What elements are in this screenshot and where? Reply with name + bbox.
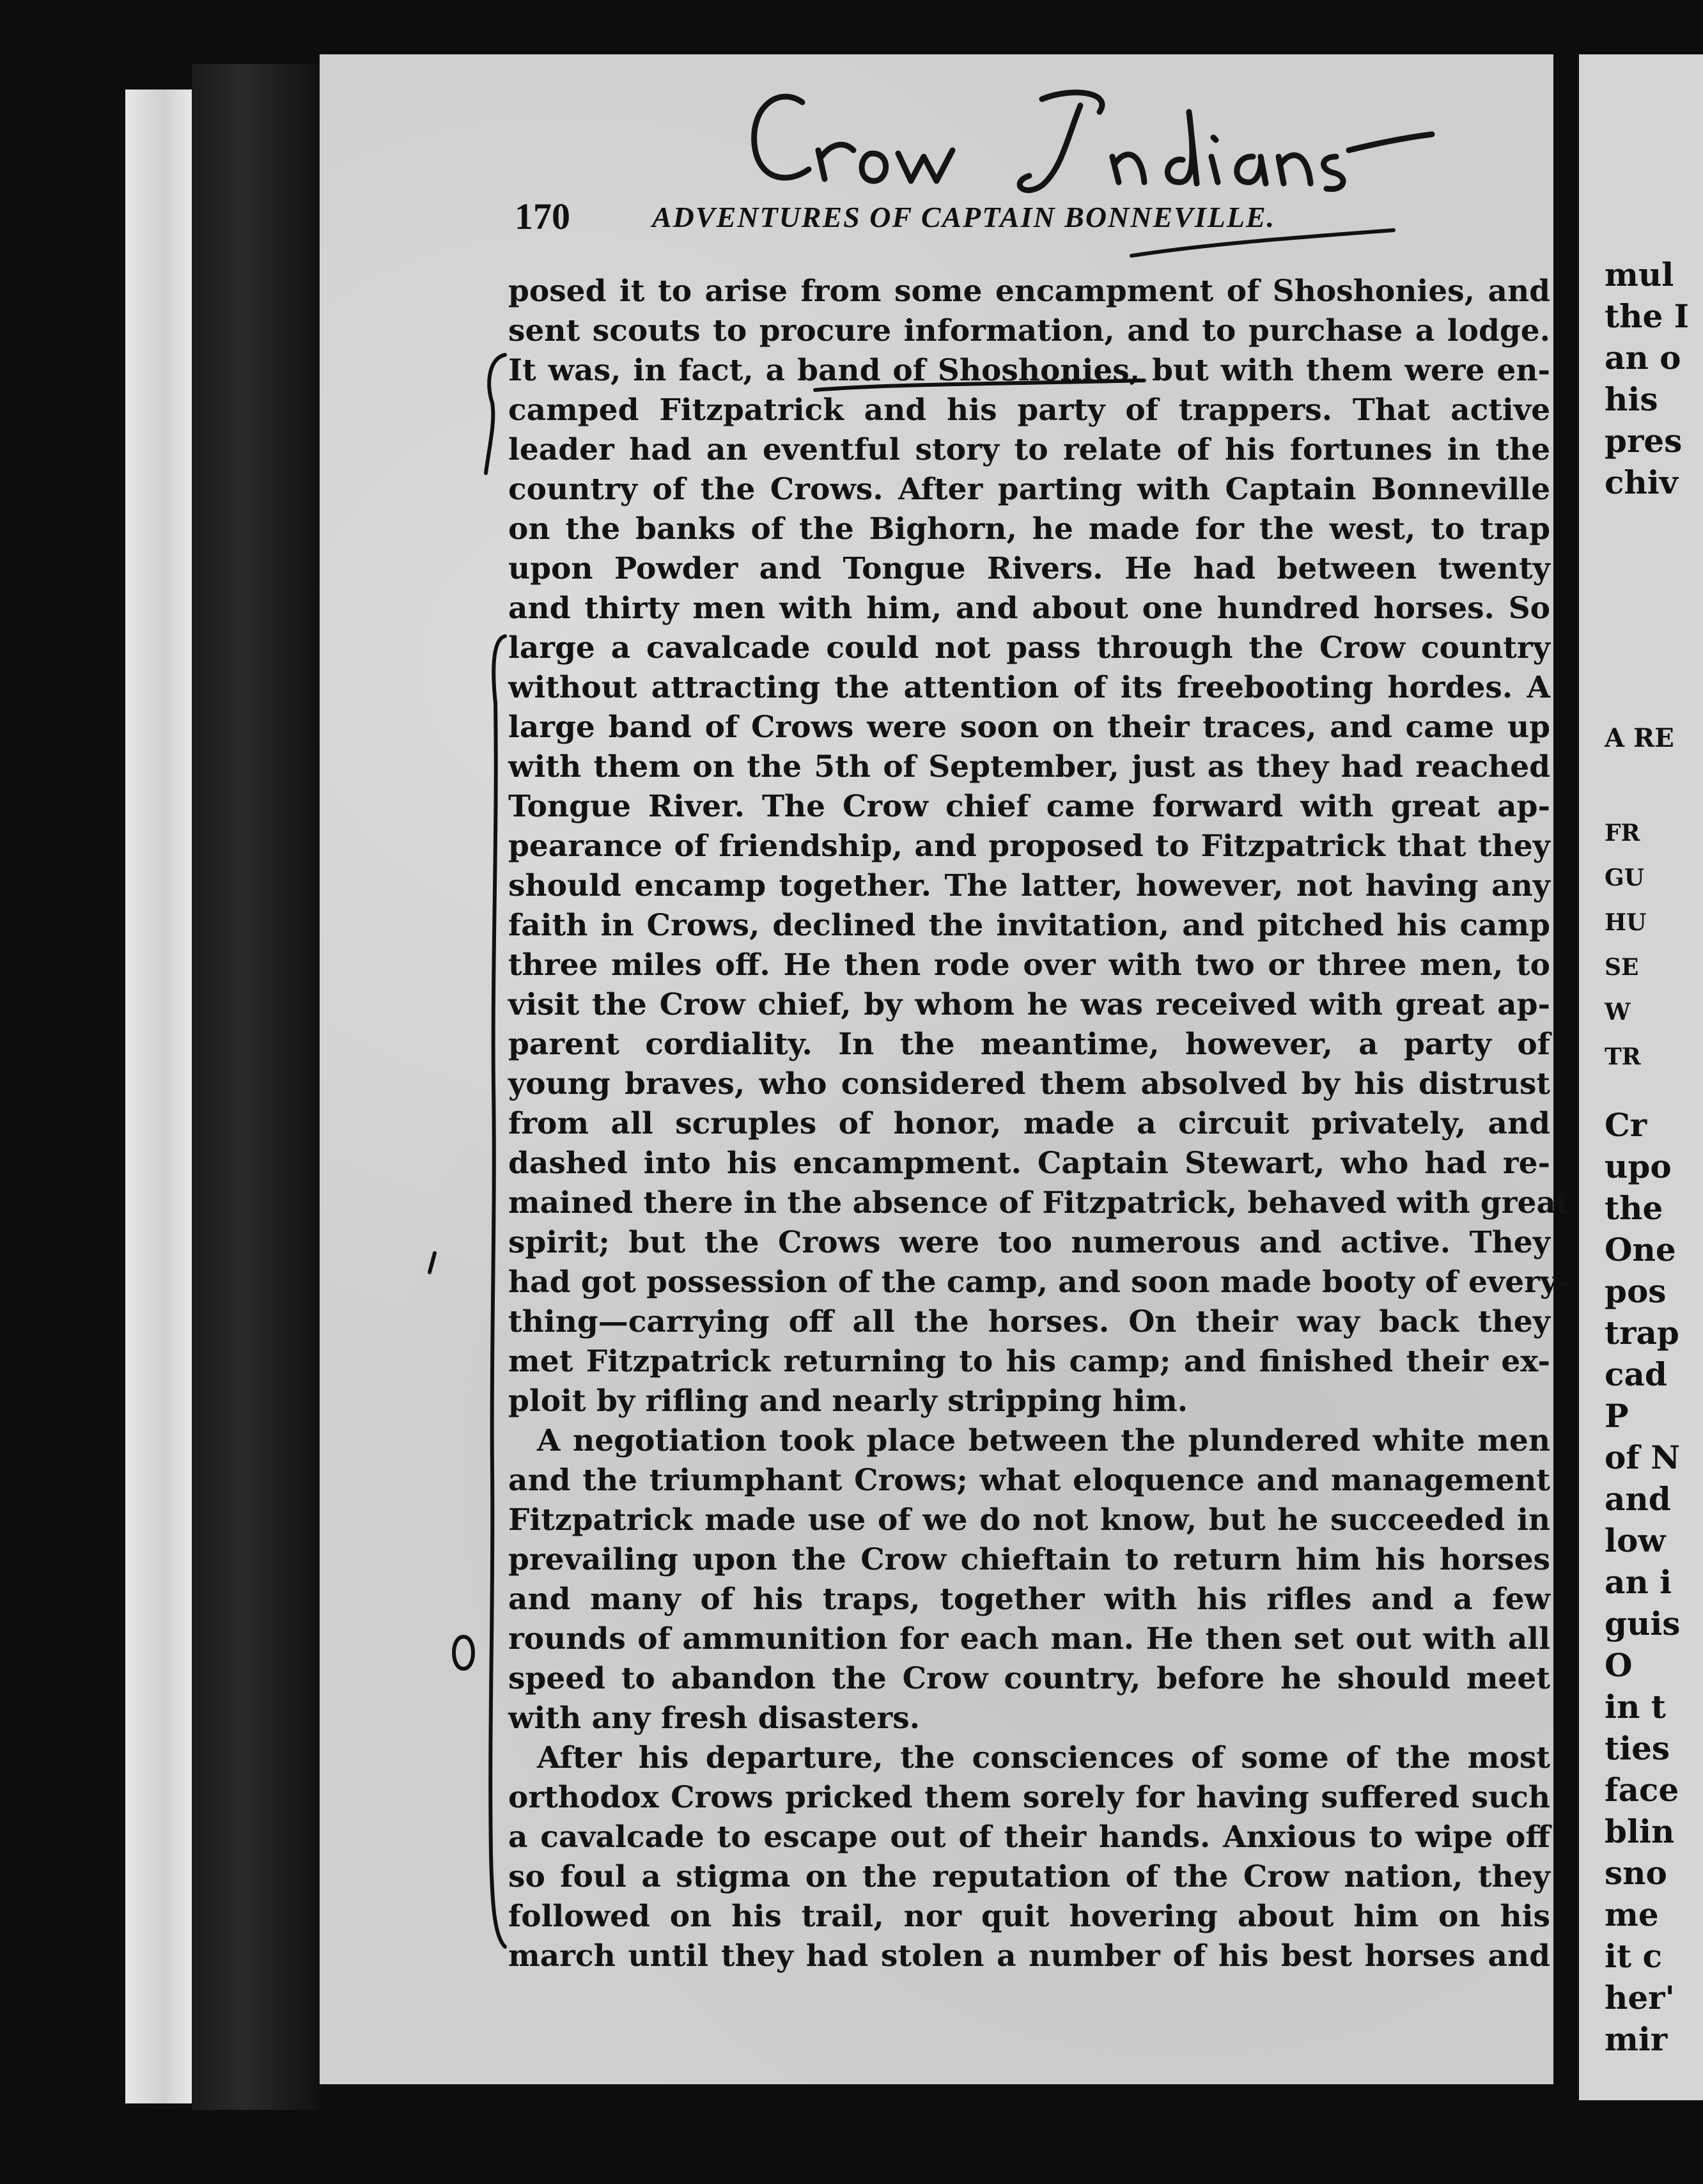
text-line: from all scruples of honor, made a circuit privately, and [508, 1106, 1550, 1141]
text-line: spirit; but the Crows were too numerous and active. They [508, 1225, 1550, 1260]
right-line: it c [1605, 1937, 1662, 1975]
right-line: and [1605, 1480, 1671, 1518]
text-line: A negotiation took place between the plundered white men [537, 1423, 1550, 1458]
right-line: mul [1605, 256, 1674, 293]
right-line: FR [1605, 820, 1640, 846]
right-line: HU [1605, 909, 1647, 936]
text-line: met Fitzpatrick returning to his camp; and finished their ex- [508, 1344, 1550, 1379]
right-line: Cr [1605, 1106, 1647, 1144]
text-line: visit the Crow chief, by whom he was received with great ap- [508, 987, 1550, 1022]
right-line: upo [1605, 1148, 1672, 1185]
right-line: the [1605, 1189, 1663, 1227]
text-line: posed it to arise from some encampment of Shoshonies, and [508, 274, 1550, 309]
book-spine [192, 64, 320, 2110]
text-line: country of the Crows. After parting with Captain Bonneville [508, 472, 1550, 507]
facing-page-edge [1579, 54, 1703, 2100]
text-line: mained there in the absence of Fitzpatrick, behaved with great [508, 1185, 1570, 1221]
text-line: It was, in fact, a band of Shoshonies, but with them were en- [508, 353, 1550, 388]
right-line: One [1605, 1231, 1676, 1268]
right-line: mir [1605, 2020, 1668, 2058]
right-line: sno [1605, 1854, 1667, 1892]
right-line: P [1605, 1397, 1629, 1435]
text-line: sent scouts to procure information, and to purchase a lodge. [508, 313, 1550, 348]
right-line: pres [1605, 422, 1683, 460]
right-line: blin [1605, 1813, 1675, 1850]
text-line: and thirty men with him, and about one hundred horses. So [508, 591, 1550, 626]
text-line: camped Fitzpatrick and his party of trappers. That active [508, 393, 1550, 428]
right-line: TR [1605, 1043, 1641, 1070]
right-line: an i [1605, 1563, 1672, 1601]
text-line: After his departure, the consciences of some of the most [537, 1740, 1550, 1775]
text-line: thing—carrying off all the horses. On their way back they [508, 1304, 1550, 1339]
text-line: Fitzpatrick made use of we do not know, but he succeeded in [508, 1502, 1550, 1538]
right-line: guis [1605, 1605, 1681, 1642]
book-title: ADVENTURES OF CAPTAIN BONNEVILLE. [652, 201, 1276, 233]
right-line: his [1605, 380, 1658, 418]
right-line: an o [1605, 339, 1681, 377]
text-line: Tongue River. The Crow chief came forward with great ap- [508, 789, 1550, 824]
running-head [515, 195, 1429, 246]
text-line: a cavalcade to escape out of their hands. Anxious to wipe off [508, 1820, 1550, 1855]
handwritten-note [742, 74, 1445, 208]
right-line: W [1605, 999, 1631, 1026]
right-line: A RE [1605, 723, 1674, 753]
text-line: pearance of friendship, and proposed to Fitzpatrick that they [508, 829, 1550, 864]
right-line: cad [1605, 1355, 1667, 1393]
right-line: chiv [1605, 464, 1678, 501]
text-line: prevailing upon the Crow chieftain to return him his horses [508, 1542, 1550, 1577]
text-line: had got possession of the camp, and soon made booty of every- [508, 1265, 1570, 1300]
text-line: parent cordiality. In the meantime, however, a party of [508, 1027, 1550, 1062]
right-line: ties [1605, 1729, 1670, 1767]
text-line: rounds of ammunition for each man. He then set out with all [508, 1621, 1550, 1657]
right-line: GU [1605, 864, 1645, 891]
text-line: and many of his traps, together with his rifles and a few [508, 1582, 1550, 1617]
text-line: march until they had stolen a number of his best horses and [508, 1938, 1550, 1974]
text-line: dashed into his encampment. Captain Stewart, who had re- [508, 1146, 1550, 1181]
text-line: orthodox Crows pricked them sorely for having suffered such [508, 1780, 1550, 1815]
right-line: pos [1605, 1272, 1667, 1310]
right-line: face [1605, 1771, 1679, 1809]
text-line: ploit by rifling and nearly stripping him. [508, 1384, 1188, 1419]
text-line: with them on the 5th of September, just as they had reached [508, 749, 1550, 784]
right-line: low [1605, 1522, 1666, 1559]
text-line: leader had an eventful story to relate of his fortunes in the [508, 432, 1550, 467]
right-line: trap [1605, 1314, 1679, 1352]
text-line: so foul a stigma on the reputation of the Crow nation, they [508, 1859, 1550, 1894]
right-line: of N [1605, 1439, 1680, 1476]
text-line: large a cavalcade could not pass through the Crow country [508, 630, 1550, 666]
right-line: me [1605, 1896, 1659, 1933]
right-line: the I [1605, 297, 1690, 335]
text-line: upon Powder and Tongue Rivers. He had between twenty [508, 551, 1550, 586]
text-line: large band of Crows were soon on their traces, and came up [508, 710, 1550, 745]
text-line: young braves, who considered them absolved by his distrust [508, 1066, 1550, 1102]
text-line: without attracting the attention of its freebooting hordes. A [508, 670, 1550, 705]
text-line: should encamp together. The latter, however, not having any [508, 868, 1550, 903]
text-line: and the triumphant Crows; what eloquence and management [508, 1463, 1550, 1498]
page-number: 170 [515, 196, 570, 237]
text-line: three miles off. He then rode over with two or three men, to [508, 948, 1550, 983]
text-line: faith in Crows, declined the invitation, and pitched his camp [508, 908, 1550, 943]
text-line: on the banks of the Bighorn, he made for the west, to trap [508, 511, 1550, 547]
right-line: in t [1605, 1688, 1666, 1726]
right-line: her' [1605, 1979, 1675, 2016]
text-line: with any fresh disasters. [508, 1701, 921, 1736]
text-line: speed to abandon the Crow country, before he should meet [508, 1661, 1550, 1696]
right-line: O [1605, 1646, 1633, 1684]
text-line: followed on his trail, nor quit hovering about him on his [508, 1899, 1550, 1934]
right-line: SE [1605, 954, 1639, 981]
